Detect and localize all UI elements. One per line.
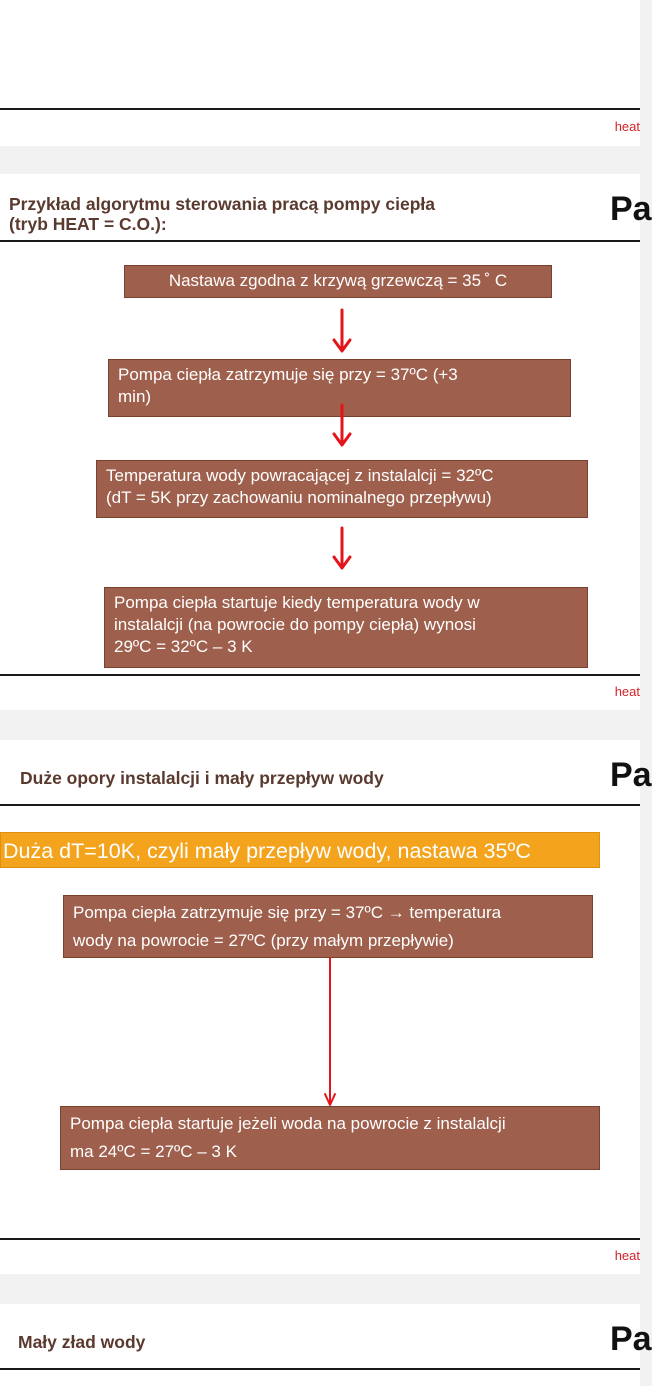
step-text: Nastawa zgodna z krzywą grzewczą = 35 ˚ C	[168, 271, 508, 290]
footer-label: heat	[614, 119, 640, 134]
slide-footer	[0, 110, 640, 146]
step-return-temp-box	[96, 460, 588, 518]
slide-gap	[0, 1274, 640, 1304]
step-stop-box	[108, 359, 571, 417]
slide-gap	[0, 146, 640, 174]
footer-label: heat	[614, 684, 640, 699]
step-text-line-1: Pompa ciepła zatrzymuje się przy = 37ºC → temperatura	[73, 903, 502, 922]
step-text-line-1: Temperatura wody powracającej z instalalcji = 32ºC	[106, 466, 494, 485]
brand-logo: Pa	[610, 756, 652, 794]
brand-logo: Pa	[610, 1320, 652, 1358]
step-setpoint-box	[124, 265, 552, 298]
footer-label: heat	[614, 1248, 640, 1263]
previous-slide-area	[0, 0, 640, 108]
brand-logo: Pa	[610, 190, 652, 228]
slide-footer	[0, 1240, 640, 1274]
step-text-line-1: Pompa ciepła startuje jeżeli woda na powrocie z instalalcji	[70, 1114, 506, 1133]
title-rule	[0, 1368, 640, 1370]
step-stop-box	[63, 895, 593, 958]
slide-2-title: Duże opory instalalcji i mały przepływ wody	[20, 768, 384, 788]
slide-1-title-line-1: Przykład algorytmu sterowania pracą pompy ciepła	[9, 194, 435, 214]
step-text-line-2: ma 24ºC = 27ºC – 3 K	[70, 1142, 237, 1161]
step-start-box	[60, 1106, 600, 1170]
flow-condition-banner: Duża dT=10K, czyli mały przepływ wody, nastawa 35ºC	[0, 832, 600, 868]
step-start-box	[104, 587, 588, 668]
slide-1-title-line-2: (tryb HEAT = C.O.):	[9, 214, 167, 234]
step-text-line-3: 29ºC = 32ºC – 3 K	[114, 637, 253, 656]
slide-footer	[0, 676, 640, 710]
slide-3-title: Mały zład wody	[18, 1332, 146, 1352]
step-text-line-2: wody na powrocie = 27ºC (przy małym przepływie)	[73, 931, 454, 950]
slide-1-title	[9, 194, 435, 234]
title-rule	[0, 240, 640, 242]
slide-gap	[0, 710, 640, 740]
step-text-line-1: Pompa ciepła startuje kiedy temperatura wody w	[114, 593, 480, 612]
step-text-line-2: instalalcji (na powrocie do pompy ciepła) wynosi	[114, 615, 476, 634]
step-text-line-2: min)	[118, 387, 152, 406]
step-text-line-2: (dT = 5K przy zachowaniu nominalnego przepływu)	[106, 488, 492, 507]
step-text-line-1: Pompa ciepła zatrzymuje się przy = 37ºC (+3	[118, 365, 458, 384]
title-rule	[0, 804, 640, 806]
